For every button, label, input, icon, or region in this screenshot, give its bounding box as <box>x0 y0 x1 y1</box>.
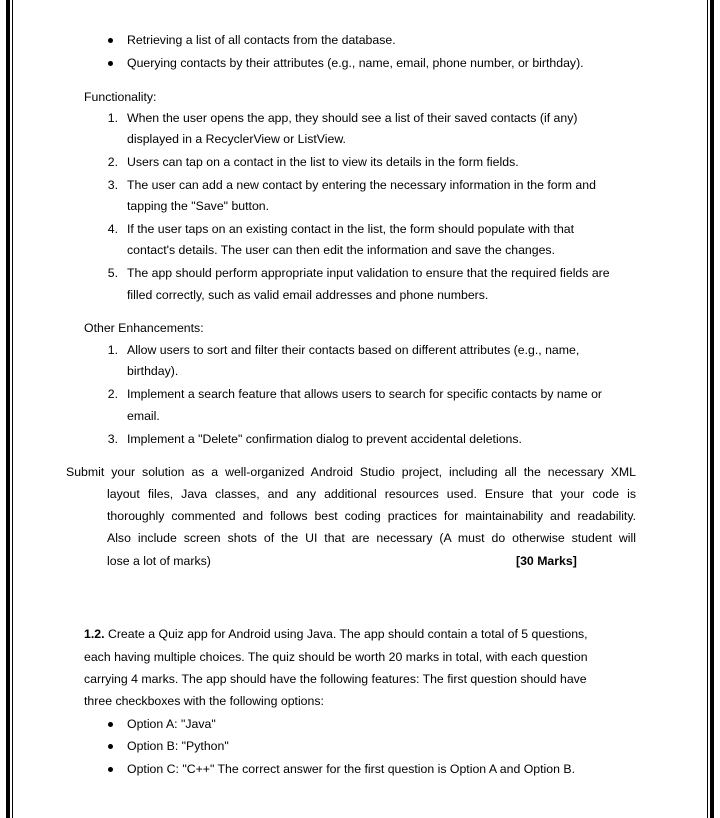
list-item: contact's details. The user can then edit the information and save the changes. <box>127 243 555 257</box>
list-item: tapping the "Save" button. <box>127 199 270 213</box>
list-item: Option C: "C++" The correct answer for the first question is Option A and Option B. <box>127 762 576 776</box>
list-item: The user can add a new contact by entering the necessary information in the form and <box>127 178 596 192</box>
question-number: 1.2. <box>84 627 105 641</box>
bullet-icon <box>108 722 113 727</box>
list-item: Retrieving a list of all contacts from the database. <box>127 33 396 47</box>
quiz-paragraph-line: each having multiple choices. The quiz should be worth 20 marks in total, with each question <box>84 650 588 664</box>
page-border-left-inner <box>12 0 13 818</box>
list-item: Implement a search feature that allows users to search for specific contacts by name or <box>127 387 603 401</box>
quiz-paragraph-line: carrying 4 marks. The app should have the following features: The first question should have <box>84 672 587 686</box>
list-item: Querying contacts by their attributes (e.g., name, email, phone number, or birthday). <box>127 56 584 70</box>
section-heading-functionality: Functionality: <box>84 90 157 104</box>
page-border-right <box>710 0 714 818</box>
bullet-icon <box>108 38 113 43</box>
list-item: Option B: "Python" <box>127 739 229 753</box>
marks-label: [30 Marks] <box>516 554 577 568</box>
list-item: filled correctly, such as valid email addresses and phone numbers. <box>127 288 489 302</box>
page-border-right-inner <box>707 0 708 818</box>
submit-paragraph-line: thoroughly commented and follows best coding practices for maintainability and readability. <box>107 509 636 523</box>
list-item: displayed in a RecyclerView or ListView. <box>127 132 346 146</box>
list-item: birthday). <box>127 364 179 378</box>
bullet-icon <box>108 744 113 749</box>
list-number: 2. <box>107 155 118 169</box>
section-heading-enhancements: Other Enhancements: <box>84 321 204 335</box>
bullet-icon <box>108 767 113 772</box>
submit-paragraph-line: lose a lot of marks) <box>107 554 211 568</box>
list-item: The app should perform appropriate input validation to ensure that the required fields are <box>127 266 610 280</box>
list-number: 3. <box>107 178 118 192</box>
list-number: 1. <box>107 343 118 357</box>
list-number: 3. <box>107 432 118 446</box>
list-item: When the user opens the app, they should see a list of their saved contacts (if any) <box>127 111 578 125</box>
list-item: Allow users to sort and filter their contacts based on different attributes (e.g., name, <box>127 343 580 357</box>
submit-paragraph-line: Submit your solution as a well-organized Android Studio project, including all the necessary XML <box>66 465 636 479</box>
list-number: 1. <box>107 111 118 125</box>
list-item: Option A: "Java" <box>127 717 216 731</box>
list-number: 5. <box>107 266 118 280</box>
list-number: 4. <box>107 222 118 236</box>
list-item: If the user taps on an existing contact in the list, the form should populate with that <box>127 222 575 236</box>
submit-paragraph-line: Also include screen shots of the UI that are necessary (A must do otherwise student will <box>107 531 636 545</box>
list-item: Implement a "Delete" confirmation dialog to prevent accidental deletions. <box>127 432 522 446</box>
quiz-paragraph-line: Create a Quiz app for Android using Java. The app should contain a total of 5 questions, <box>107 627 588 641</box>
bullet-icon <box>108 61 113 66</box>
list-item: Users can tap on a contact in the list to view its details in the form fields. <box>127 155 519 169</box>
page-border-left <box>6 0 10 818</box>
submit-paragraph-line: layout files, Java classes, and any additional resources used. Ensure that your code is <box>107 487 636 501</box>
quiz-paragraph-first-line <box>84 626 588 642</box>
quiz-paragraph-line: three checkboxes with the following options: <box>84 694 324 708</box>
list-number: 2. <box>107 387 118 401</box>
list-item: email. <box>127 409 160 423</box>
